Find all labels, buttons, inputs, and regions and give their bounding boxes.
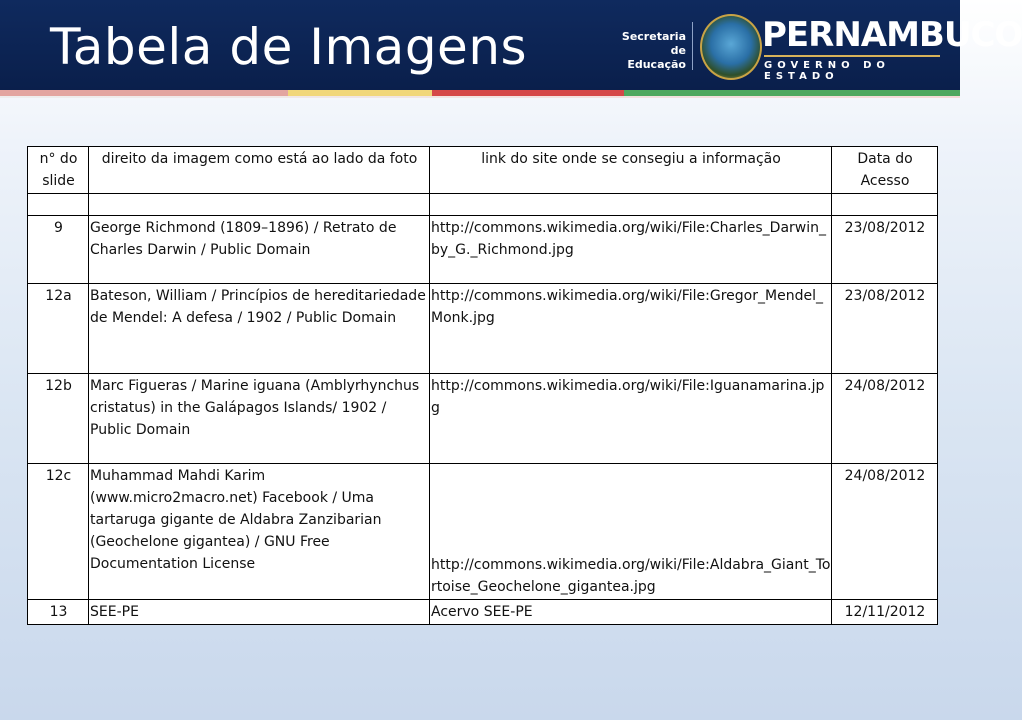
pernambuco-logo	[600, 10, 1022, 82]
cell-date: 24/08/2012	[832, 464, 938, 600]
cell-credit: Muhammad Mahdi Karim (www.micro2macro.net) Facebook / Uma tartaruga gigante de Aldabra Zanzibarian (Geochelone gigantea) / GNU Free Documentation License	[89, 464, 430, 600]
cell-link[interactable]: http://commons.wikimedia.org/wiki/File:Charles_Darwin_by_G._Richmond.jpg	[430, 216, 832, 284]
cell-credit: George Richmond (1809–1896) / Retrato de Charles Darwin / Public Domain	[89, 216, 430, 284]
cell-link[interactable]: http://commons.wikimedia.org/wiki/File:Gregor_Mendel_Monk.jpg	[430, 284, 832, 374]
cell-credit: Bateson, William / Princípios de hereditariedade de Mendel: A defesa / 1902 / Public Domain	[89, 284, 430, 374]
cell-date	[832, 194, 938, 216]
cell-slide: 12c	[28, 464, 89, 600]
cell-credit: Marc Figueras / Marine iguana (Amblyrhynchus cristatus) in the Galápagos Islands/ 1902 / Public Domain	[89, 374, 430, 464]
secretaria-line-2: Educação	[627, 58, 686, 71]
cell-credit: SEE-PE	[89, 600, 430, 625]
cell-slide: 13	[28, 600, 89, 625]
header-image-credit: direito da imagem como está ao lado da foto	[89, 147, 430, 194]
header-accent-line	[0, 96, 960, 98]
logo-divider	[692, 22, 693, 70]
cell-link[interactable]: http://commons.wikimedia.org/wiki/File:Iguanamarina.jpg	[430, 374, 832, 464]
secretaria-label	[606, 30, 686, 72]
state-seal-icon	[700, 14, 762, 80]
cell-link: Acervo SEE-PE	[430, 600, 832, 625]
secretaria-line-1: Secretaria de	[621, 30, 686, 57]
cell-slide: 12b	[28, 374, 89, 464]
cell-date: 23/08/2012	[832, 284, 938, 374]
brand-underline	[764, 55, 940, 57]
header-source-link: link do site onde se consegiu a informação	[430, 147, 832, 194]
cell-credit	[89, 194, 430, 216]
table-row	[28, 374, 938, 464]
header-access-date: Data do Acesso	[832, 147, 938, 194]
brand-subtitle: GOVERNO DO ESTADO	[764, 60, 890, 82]
table-header-row	[28, 147, 938, 194]
cell-slide	[28, 194, 89, 216]
slide-title: Tabela de Imagens	[50, 18, 528, 76]
cell-slide: 12a	[28, 284, 89, 374]
cell-slide: 9	[28, 216, 89, 284]
slide-header	[0, 0, 1022, 90]
cell-link[interactable]: http://commons.wikimedia.org/wiki/File:Aldabra_Giant_Tortoise_Geochelone_gigantea.jpg	[430, 464, 832, 600]
cell-link	[430, 194, 832, 216]
header-slide-number: n° do slide	[28, 147, 89, 194]
table-row	[28, 216, 938, 284]
cell-date: 12/11/2012	[832, 600, 938, 625]
image-credits-table	[27, 146, 938, 625]
table-row	[28, 600, 938, 625]
table-row	[28, 464, 938, 600]
table-row	[28, 194, 938, 216]
cell-date: 24/08/2012	[832, 374, 938, 464]
table-row	[28, 284, 938, 374]
brand-name: PERNAMBUCO	[762, 15, 1022, 55]
cell-date: 23/08/2012	[832, 216, 938, 284]
